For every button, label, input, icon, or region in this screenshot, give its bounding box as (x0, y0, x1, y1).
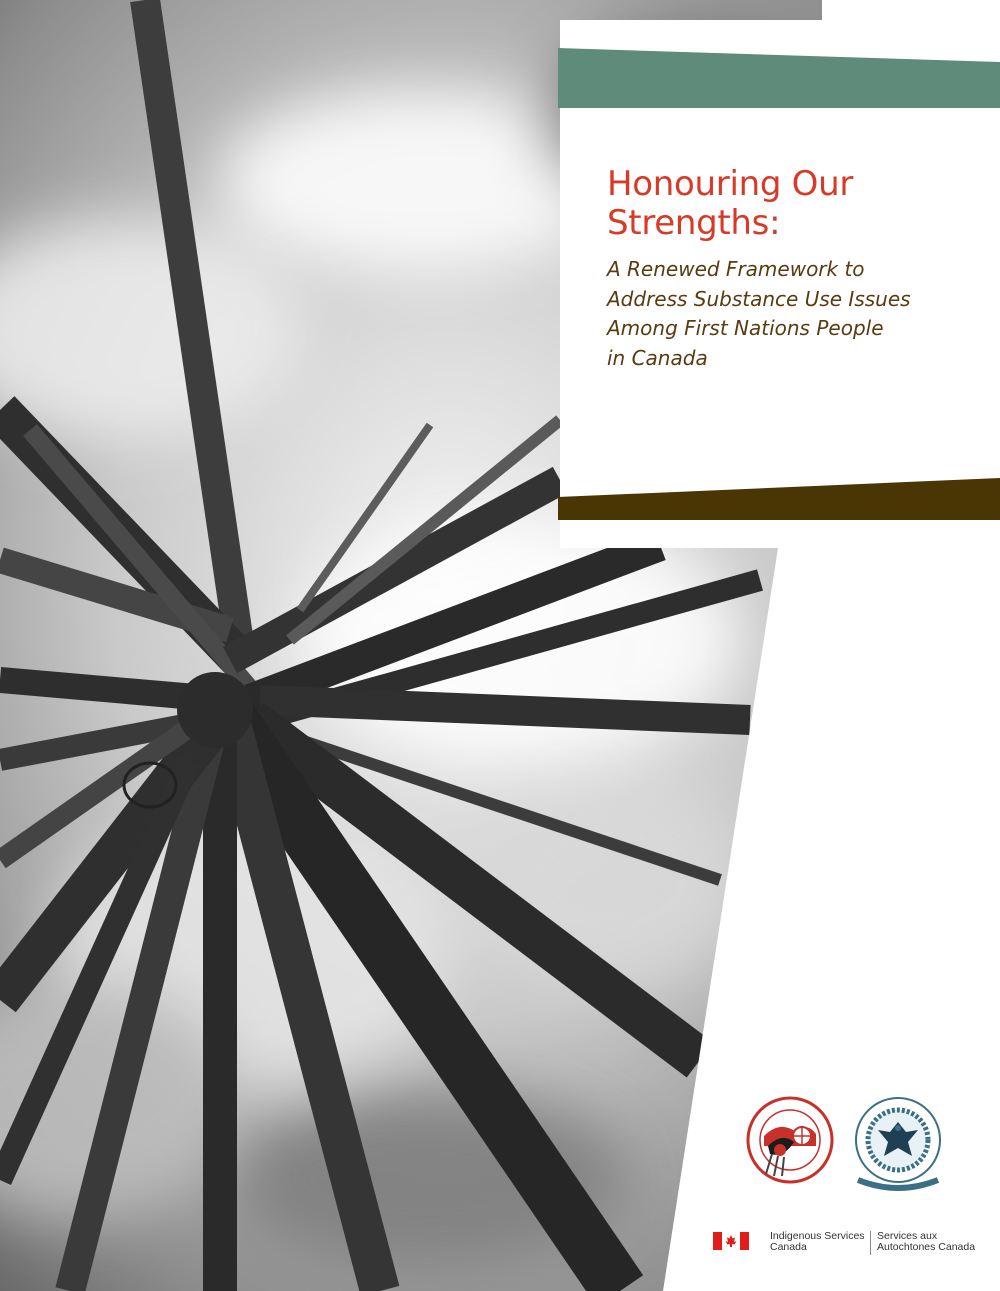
subtitle-line-2: Address Substance Use Issues (607, 286, 911, 311)
wordmark-divider (870, 1231, 871, 1255)
title-block (607, 165, 967, 373)
title-line-2: Strengths: (607, 203, 781, 243)
thunderbird-logo (856, 1098, 940, 1188)
document-subtitle (607, 255, 967, 373)
subtitle-line-1: A Renewed Framework to (607, 257, 865, 281)
gov-en-line-1: Indigenous Services (770, 1230, 865, 1242)
subtitle-line-3: Among First Nations People (607, 316, 884, 340)
government-wordmark-en (770, 1231, 865, 1253)
government-wordmark-fr (877, 1231, 975, 1253)
gov-fr-line-2: Autochtones Canada (877, 1241, 976, 1253)
top-accent-band (558, 48, 1000, 108)
gov-fr-line-1: Services aux (877, 1230, 938, 1242)
afn-logo (748, 1098, 832, 1182)
canada-flag (713, 1232, 749, 1250)
gov-en-line-2: Canada (770, 1241, 807, 1253)
document-title (607, 165, 967, 243)
title-line-1: Honouring Our (607, 164, 854, 204)
subtitle-line-4: in Canada (607, 345, 708, 370)
